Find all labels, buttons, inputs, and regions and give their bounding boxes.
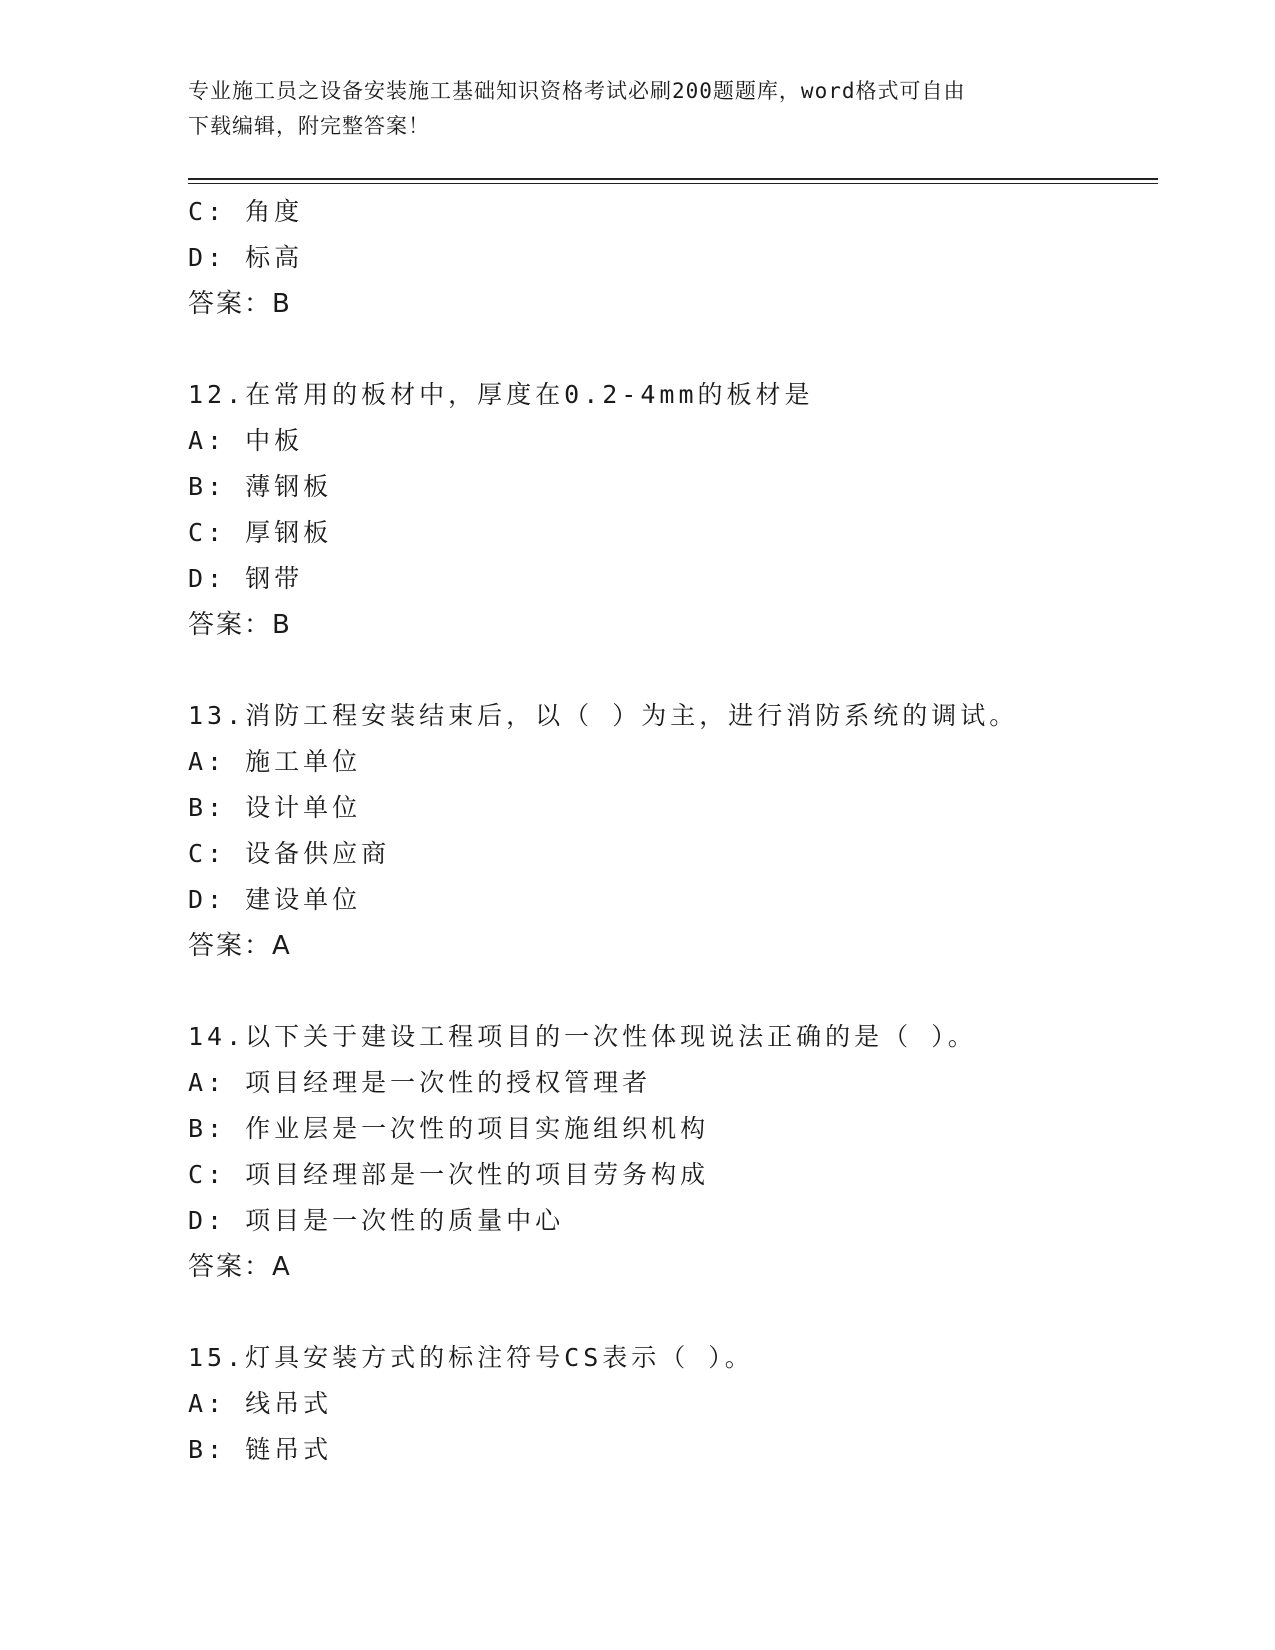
question-stem: 14.以下关于建设工程项目的一次性体现说法正确的是（ ）。 <box>188 1022 977 1051</box>
option-b: B: 薄钢板 <box>188 472 333 501</box>
answer-line: 答案：B <box>188 289 292 319</box>
spacer <box>188 1290 1168 1335</box>
option-b: B: 作业层是一次性的项目实施组织机构 <box>188 1114 710 1143</box>
question-12 <box>188 372 1168 648</box>
option-d: D: 项目是一次性的质量中心 <box>188 1206 565 1235</box>
spacer <box>188 327 1168 372</box>
option-a: A: 项目经理是一次性的授权管理者 <box>188 1068 652 1097</box>
question-15 <box>188 1335 1168 1473</box>
spacer <box>188 648 1168 693</box>
option-a: A: 线吊式 <box>188 1389 333 1418</box>
question-stem: 12.在常用的板材中，厚度在0.2-4mm的板材是 <box>188 380 814 409</box>
header-line-1: 专业施工员之设备安装施工基础知识资格考试必刷200题题库，word格式可自由 <box>188 79 966 103</box>
question-13 <box>188 693 1168 969</box>
option-d: D: 钢带 <box>188 564 304 593</box>
option-d: D: 标高 <box>188 243 304 272</box>
option-c: C: 项目经理部是一次性的项目劳务构成 <box>188 1160 710 1189</box>
option-c: C: 角度 <box>188 197 304 226</box>
document-header <box>188 74 1088 144</box>
answer-line: 答案：B <box>188 610 292 640</box>
header-divider-thick <box>188 178 1158 180</box>
question-stem: 13.消防工程安装结束后，以（ ）为主，进行消防系统的调试。 <box>188 701 1019 730</box>
question-list <box>188 189 1168 1473</box>
question-14 <box>188 1014 1168 1290</box>
option-b: B: 链吊式 <box>188 1435 333 1464</box>
option-a: A: 施工单位 <box>188 747 362 776</box>
option-c: C: 厚钢板 <box>188 518 333 547</box>
option-d: D: 建设单位 <box>188 885 362 914</box>
question-stem: 15.灯具安装方式的标注符号CS表示（ ）。 <box>188 1343 754 1372</box>
spacer <box>188 969 1168 1014</box>
header-divider-thin <box>188 183 1158 184</box>
option-b: B: 设计单位 <box>188 793 362 822</box>
question-11-continued <box>188 189 1168 327</box>
header-line-2: 下载编辑，附完整答案！ <box>188 114 430 138</box>
answer-line: 答案：A <box>188 931 292 961</box>
answer-line: 答案：A <box>188 1252 292 1282</box>
option-c: C: 设备供应商 <box>188 839 391 868</box>
option-a: A: 中板 <box>188 426 304 455</box>
